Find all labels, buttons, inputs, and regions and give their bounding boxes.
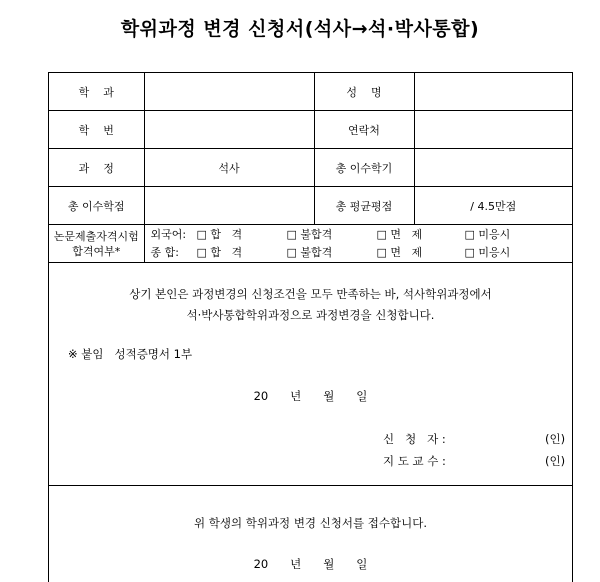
checkbox-pass[interactable]: □ 합 격 [196, 245, 243, 259]
advisor-label: 지 도 교 수 : [383, 454, 446, 468]
label-program: 과 정 [49, 149, 144, 187]
info-table [49, 73, 572, 263]
statement-line-1: 상기 본인은 과정변경의 신청조건을 모두 만족하는 바, 석사학위과정에서 [129, 287, 492, 301]
application-form [48, 72, 573, 582]
label-total-semesters: 총 이수학기 [314, 149, 414, 187]
field-gpa[interactable]: / 4.5만점 [414, 187, 572, 225]
checkbox-not-taken[interactable]: □ 미응시 [464, 227, 511, 241]
attachment-note: ※ 붙임 성적증명서 1부 [68, 347, 193, 361]
exam-line-foreign-language [151, 226, 573, 244]
applicant-label: 신 청 자 : [383, 432, 446, 446]
label-name: 성 명 [314, 73, 414, 111]
label-student-id: 학 번 [49, 111, 144, 149]
exam-options [144, 225, 572, 263]
field-student-id[interactable] [144, 111, 314, 149]
field-program[interactable]: 석사 [144, 149, 314, 187]
application-date: 20 년 월 일 [253, 389, 368, 403]
exam-head: 외국어: [150, 227, 187, 241]
table-row [49, 187, 572, 225]
table-row [49, 149, 572, 187]
checkbox-fail[interactable]: □ 불합격 [286, 245, 333, 259]
checkbox-exempt[interactable]: □ 면 제 [376, 245, 423, 259]
label-contact: 연락처 [314, 111, 414, 149]
exam-label-line2: 합격여부* [72, 244, 121, 258]
label-gpa: 총 평균평점 [314, 187, 414, 225]
checkbox-pass[interactable]: □ 합 격 [196, 227, 243, 241]
receipt-statement: 위 학생의 학위과정 변경 신청서를 접수합니다. [193, 516, 427, 530]
statement [48, 284, 573, 326]
table-row [49, 225, 572, 263]
field-total-credits[interactable] [144, 187, 314, 225]
checkbox-exempt[interactable]: □ 면 제 [376, 227, 423, 241]
field-department[interactable] [144, 73, 314, 111]
applicant-seal[interactable]: (인) [545, 432, 566, 446]
exam-label-line1: 논문제출자격시험 [53, 229, 139, 243]
advisor-seal[interactable]: (인) [545, 454, 566, 468]
section-divider [48, 485, 573, 486]
statement-line-2: 석·박사통합학위과정으로 과정변경을 신청합니다. [186, 308, 435, 322]
field-name[interactable] [414, 73, 572, 111]
checkbox-fail[interactable]: □ 불합격 [286, 227, 333, 241]
exam-line-comprehensive [151, 244, 573, 262]
exam-head: 종 합: [150, 245, 179, 259]
label-exam-result [49, 225, 144, 263]
field-total-semesters[interactable] [414, 149, 572, 187]
field-contact[interactable] [414, 111, 572, 149]
checkbox-not-taken[interactable]: □ 미응시 [464, 245, 511, 259]
table-row [49, 73, 572, 111]
label-total-credits: 총 이수학점 [49, 187, 144, 225]
label-department: 학 과 [49, 73, 144, 111]
table-row [49, 111, 572, 149]
receipt-date: 20 년 월 일 [253, 557, 368, 571]
page-title: 학위과정 변경 신청서(석사→석·박사통합) [120, 18, 480, 40]
